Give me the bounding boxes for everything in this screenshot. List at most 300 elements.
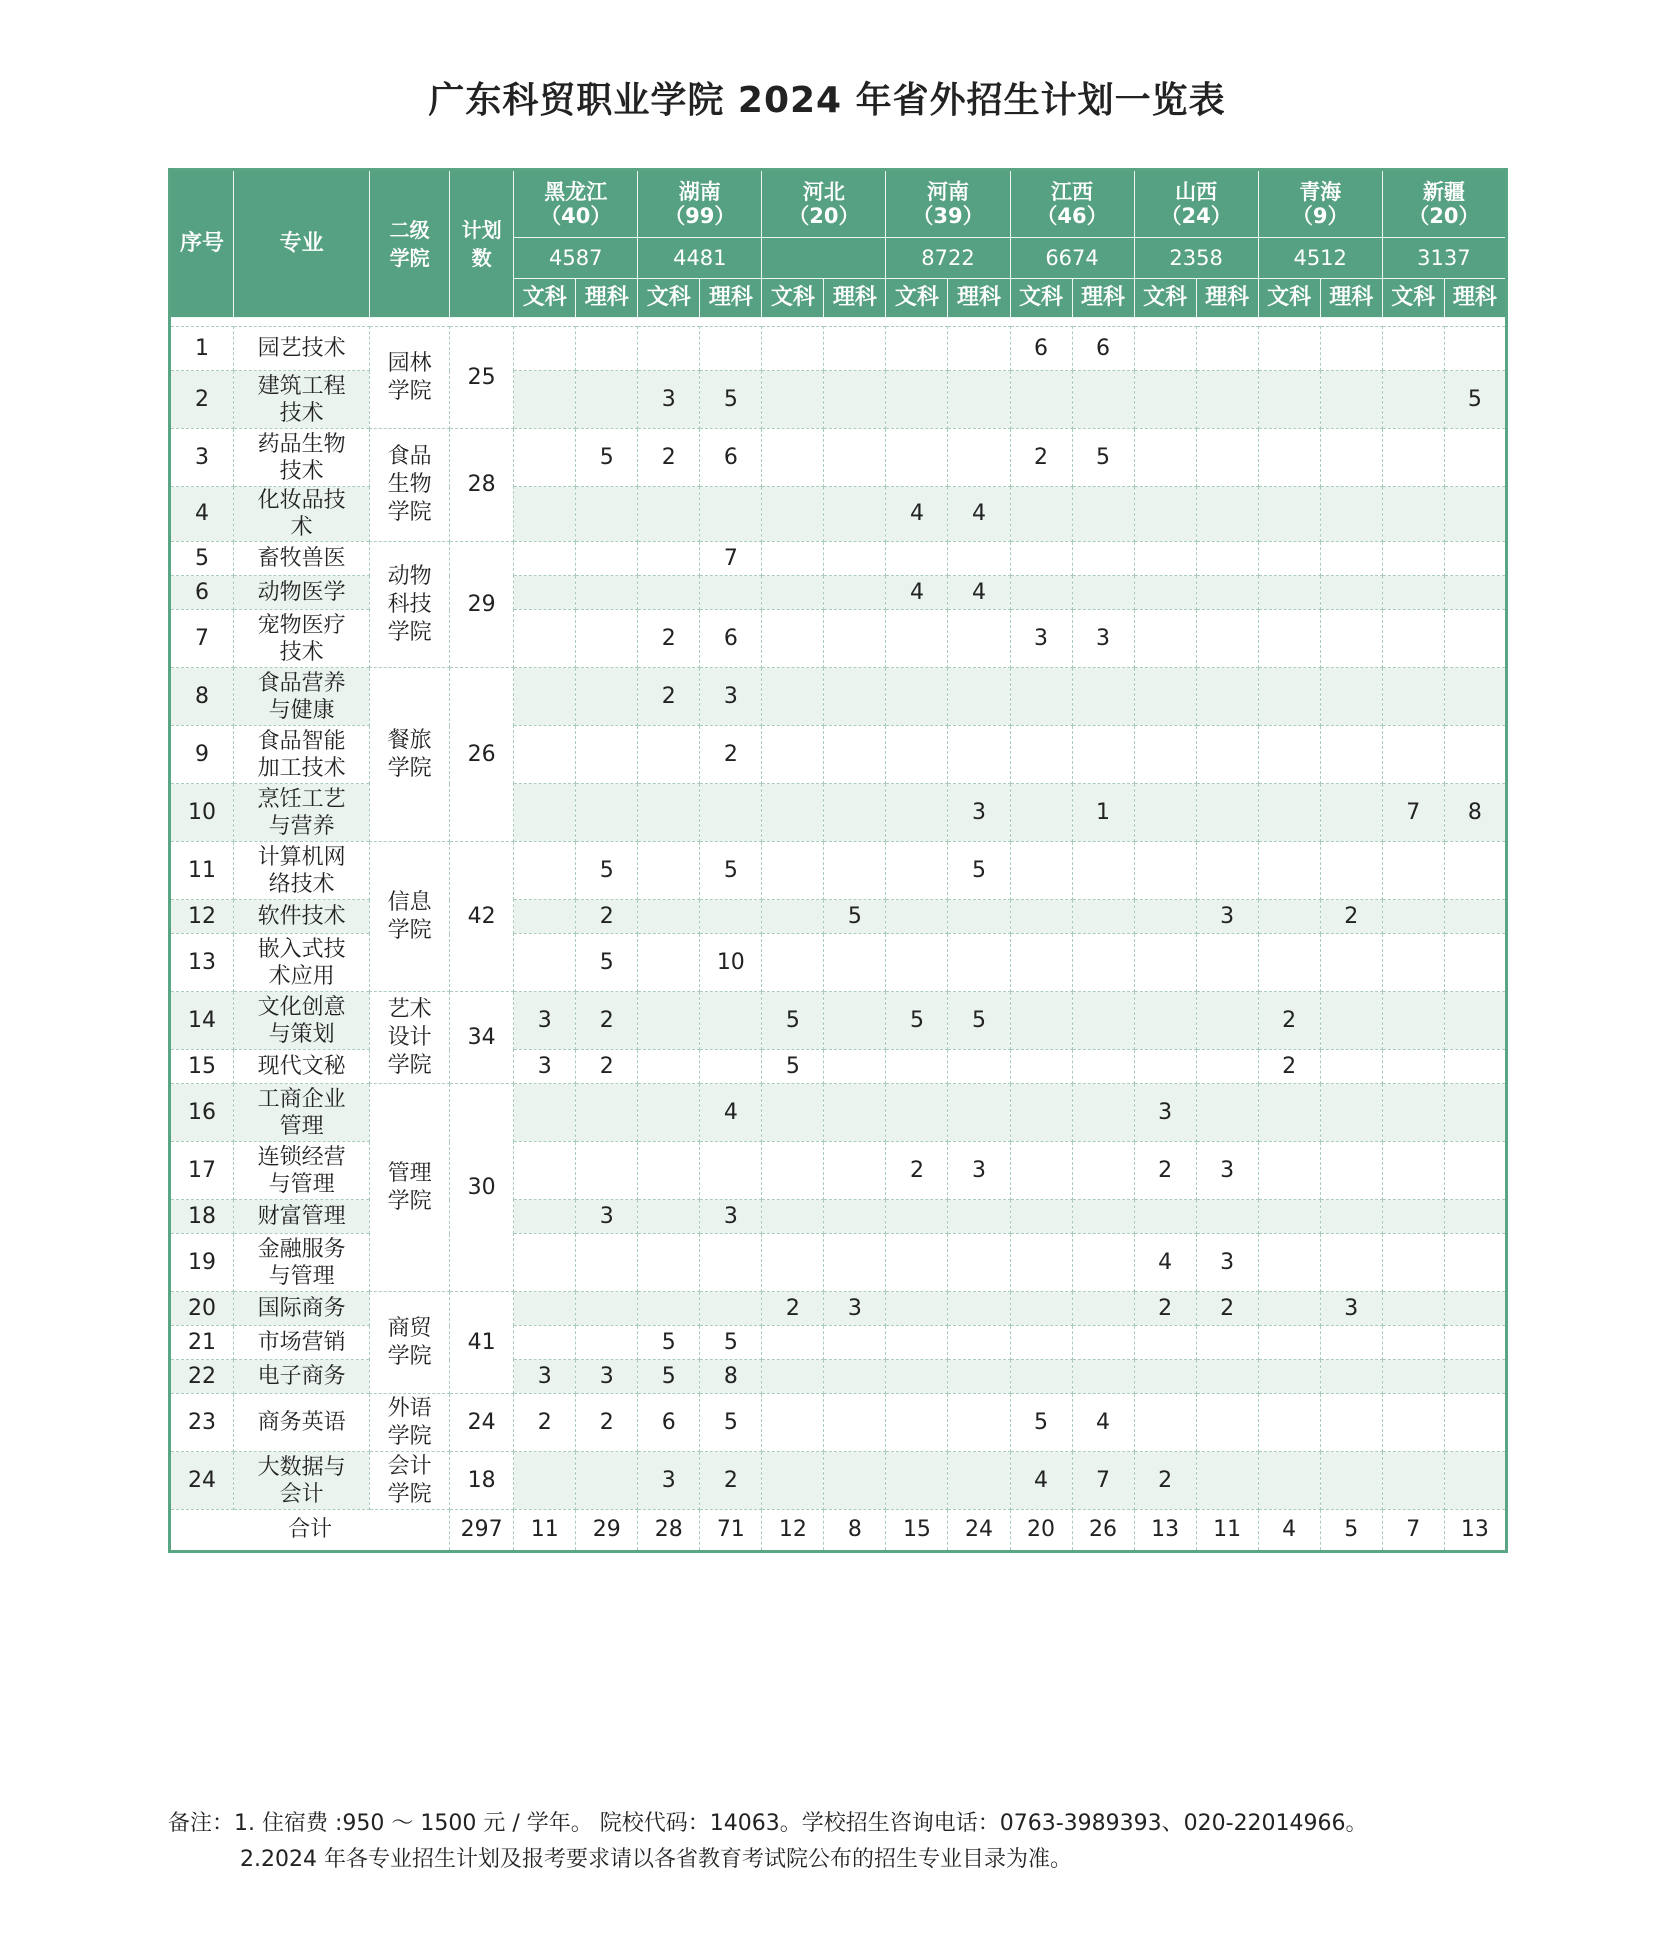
arts-quota: 2 (1134, 1452, 1196, 1510)
arts-quota (762, 610, 824, 668)
science-quota (1072, 576, 1134, 610)
science-quota (1072, 1326, 1134, 1360)
science-quota: 3 (1320, 1292, 1382, 1326)
science-quota (1196, 842, 1258, 900)
arts-quota (886, 934, 948, 992)
science-quota (1320, 542, 1382, 576)
row-index: 5 (170, 542, 234, 576)
science-quota: 2 (1196, 1292, 1258, 1326)
science-quota (1196, 542, 1258, 576)
science-quota (1196, 1360, 1258, 1394)
header-arts: 文科 (886, 279, 948, 318)
header-science: 理科 (700, 279, 762, 318)
science-quota: 3 (948, 784, 1010, 842)
science-quota: 2 (576, 1050, 638, 1084)
arts-quota (1134, 1326, 1196, 1360)
science-quota: 4 (1072, 1394, 1134, 1452)
arts-quota (514, 576, 576, 610)
total-quota: 11 (1196, 1510, 1258, 1552)
header-arts: 文科 (1258, 279, 1320, 318)
arts-quota (762, 784, 824, 842)
arts-quota (1382, 576, 1444, 610)
arts-quota (1134, 842, 1196, 900)
college-name: 食品生物学院 (370, 429, 450, 542)
arts-quota (1010, 726, 1072, 784)
science-quota (1444, 1292, 1506, 1326)
major-name: 连锁经营与管理 (234, 1142, 370, 1200)
arts-quota (1134, 610, 1196, 668)
arts-quota (886, 371, 948, 429)
province-code: 4481 (638, 238, 762, 279)
science-quota (948, 900, 1010, 934)
science-quota (1444, 1360, 1506, 1394)
arts-quota: 2 (638, 610, 700, 668)
arts-quota (1010, 1084, 1072, 1142)
arts-quota (638, 934, 700, 992)
major-name: 财富管理 (234, 1200, 370, 1234)
arts-quota: 3 (514, 992, 576, 1050)
row-index: 23 (170, 1394, 234, 1452)
science-quota (1072, 668, 1134, 726)
college-name: 会计学院 (370, 1452, 450, 1510)
science-quota: 5 (948, 842, 1010, 900)
arts-quota: 5 (762, 992, 824, 1050)
arts-quota (514, 487, 576, 542)
total-quota: 5 (1320, 1510, 1382, 1552)
table-row (170, 842, 1507, 900)
arts-quota: 6 (638, 1394, 700, 1452)
science-quota (824, 1394, 886, 1452)
arts-quota (886, 1360, 948, 1394)
arts-quota: 3 (1134, 1084, 1196, 1142)
row-index: 18 (170, 1200, 234, 1234)
arts-quota (514, 1084, 576, 1142)
science-quota (824, 1200, 886, 1234)
science-quota (1320, 576, 1382, 610)
province-header: 湖南 （99） (638, 170, 762, 238)
science-quota: 6 (700, 429, 762, 487)
science-quota (700, 1234, 762, 1292)
arts-quota (514, 371, 576, 429)
science-quota (824, 1050, 886, 1084)
arts-quota: 2 (1134, 1142, 1196, 1200)
arts-quota (1258, 900, 1320, 934)
arts-quota: 2 (886, 1142, 948, 1200)
arts-quota (1382, 668, 1444, 726)
arts-quota (762, 542, 824, 576)
science-quota (1444, 1142, 1506, 1200)
arts-quota (1258, 668, 1320, 726)
science-quota (1320, 610, 1382, 668)
arts-quota (1382, 992, 1444, 1050)
arts-quota (886, 327, 948, 371)
college-name: 动物科技学院 (370, 542, 450, 668)
row-index: 6 (170, 576, 234, 610)
arts-quota (886, 726, 948, 784)
college-name: 商贸学院 (370, 1292, 450, 1394)
arts-quota (1010, 576, 1072, 610)
science-quota (1320, 1050, 1382, 1084)
science-quota (1444, 842, 1506, 900)
row-index: 12 (170, 900, 234, 934)
science-quota (1444, 576, 1506, 610)
science-quota (1444, 487, 1506, 542)
arts-quota (1258, 1360, 1320, 1394)
arts-quota (1382, 1234, 1444, 1292)
science-quota (948, 668, 1010, 726)
row-index: 16 (170, 1084, 234, 1142)
science-quota (1320, 1142, 1382, 1200)
arts-quota (638, 542, 700, 576)
header-science: 理科 (576, 279, 638, 318)
arts-quota (638, 576, 700, 610)
science-quota (1196, 668, 1258, 726)
arts-quota (638, 1200, 700, 1234)
arts-quota (1382, 726, 1444, 784)
arts-quota: 2 (1258, 992, 1320, 1050)
science-quota (824, 542, 886, 576)
science-quota (948, 610, 1010, 668)
arts-quota (886, 668, 948, 726)
science-quota: 5 (1072, 429, 1134, 487)
science-quota: 2 (700, 1452, 762, 1510)
science-quota (948, 934, 1010, 992)
arts-quota: 4 (1134, 1234, 1196, 1292)
science-quota (824, 992, 886, 1050)
science-quota: 6 (1072, 327, 1134, 371)
science-quota: 4 (700, 1084, 762, 1142)
arts-quota (886, 429, 948, 487)
arts-quota: 5 (762, 1050, 824, 1084)
science-quota (824, 784, 886, 842)
arts-quota (1382, 1142, 1444, 1200)
arts-quota (1134, 487, 1196, 542)
science-quota: 3 (700, 1200, 762, 1234)
arts-quota (514, 842, 576, 900)
spacer (170, 318, 1507, 327)
province-header: 青海 （9） (1258, 170, 1382, 238)
arts-quota (762, 1394, 824, 1452)
science-quota (1444, 1394, 1506, 1452)
table-row (170, 327, 1507, 371)
science-quota (1320, 726, 1382, 784)
arts-quota: 2 (638, 668, 700, 726)
arts-quota: 7 (1382, 784, 1444, 842)
table-row (170, 668, 1507, 726)
major-name: 食品营养与健康 (234, 668, 370, 726)
arts-quota (886, 1234, 948, 1292)
science-quota (948, 1050, 1010, 1084)
college-plan-count: 29 (450, 542, 514, 668)
arts-quota (886, 1452, 948, 1510)
arts-quota: 5 (1010, 1394, 1072, 1452)
science-quota: 3 (948, 1142, 1010, 1200)
college-plan-count: 42 (450, 842, 514, 992)
arts-quota (1258, 429, 1320, 487)
science-quota: 4 (948, 487, 1010, 542)
arts-quota (762, 429, 824, 487)
science-quota: 3 (1196, 900, 1258, 934)
arts-quota (1382, 487, 1444, 542)
arts-quota (514, 1234, 576, 1292)
science-quota (948, 1394, 1010, 1452)
row-index: 11 (170, 842, 234, 900)
header-major: 专业 (234, 170, 370, 318)
science-quota: 5 (700, 371, 762, 429)
arts-quota (514, 610, 576, 668)
science-quota: 3 (1072, 610, 1134, 668)
arts-quota (1258, 610, 1320, 668)
science-quota (824, 1142, 886, 1200)
science-quota (824, 610, 886, 668)
science-quota (700, 487, 762, 542)
science-quota (1444, 1234, 1506, 1292)
college-plan-count: 25 (450, 327, 514, 429)
arts-quota (762, 934, 824, 992)
row-index: 3 (170, 429, 234, 487)
total-quota: 71 (700, 1510, 762, 1552)
major-name: 烹饪工艺与营养 (234, 784, 370, 842)
arts-quota (1010, 487, 1072, 542)
science-quota (1444, 610, 1506, 668)
arts-quota (1382, 1360, 1444, 1394)
arts-quota (514, 429, 576, 487)
science-quota: 5 (576, 934, 638, 992)
table-row (170, 429, 1507, 487)
science-quota (576, 542, 638, 576)
science-quota (576, 327, 638, 371)
arts-quota: 3 (638, 1452, 700, 1510)
major-name: 建筑工程技术 (234, 371, 370, 429)
arts-quota (886, 1292, 948, 1326)
science-quota (824, 1326, 886, 1360)
arts-quota (762, 842, 824, 900)
science-quota (1072, 1292, 1134, 1326)
science-quota (1320, 1200, 1382, 1234)
arts-quota (1010, 900, 1072, 934)
science-quota (1320, 992, 1382, 1050)
science-quota (1320, 1360, 1382, 1394)
arts-quota (886, 1394, 948, 1452)
arts-quota (1134, 726, 1196, 784)
science-quota: 2 (576, 992, 638, 1050)
row-index: 14 (170, 992, 234, 1050)
arts-quota (1134, 1360, 1196, 1394)
row-index: 9 (170, 726, 234, 784)
arts-quota: 2 (1134, 1292, 1196, 1326)
major-name: 文化创意与策划 (234, 992, 370, 1050)
arts-quota (1010, 668, 1072, 726)
science-quota (1072, 1200, 1134, 1234)
science-quota (1320, 487, 1382, 542)
province-code: 8722 (886, 238, 1010, 279)
science-quota (576, 668, 638, 726)
arts-quota (1010, 1360, 1072, 1394)
science-quota (576, 1142, 638, 1200)
science-quota: 5 (700, 842, 762, 900)
science-quota: 6 (700, 610, 762, 668)
science-quota (1072, 842, 1134, 900)
major-name: 宠物医疗技术 (234, 610, 370, 668)
arts-quota (762, 371, 824, 429)
science-quota (700, 327, 762, 371)
province-code: 4512 (1258, 238, 1382, 279)
arts-quota (1258, 726, 1320, 784)
table-row (170, 1452, 1507, 1510)
major-name: 食品智能加工技术 (234, 726, 370, 784)
science-quota (576, 1234, 638, 1292)
page-title: 广东科贸职业学院 2024 年省外招生计划一览表 (428, 80, 1226, 121)
science-quota (576, 371, 638, 429)
science-quota (948, 1200, 1010, 1234)
header-science: 理科 (824, 279, 886, 318)
science-quota: 3 (1196, 1142, 1258, 1200)
science-quota (1072, 1360, 1134, 1394)
arts-quota (1010, 1234, 1072, 1292)
science-quota: 4 (948, 576, 1010, 610)
arts-quota (514, 1142, 576, 1200)
province-header: 山西 （24） (1134, 170, 1258, 238)
science-quota (1444, 726, 1506, 784)
college-plan-count: 41 (450, 1292, 514, 1394)
science-quota: 7 (1072, 1452, 1134, 1510)
science-quota (1444, 542, 1506, 576)
arts-quota: 2 (1010, 429, 1072, 487)
arts-quota (1134, 371, 1196, 429)
arts-quota (1258, 576, 1320, 610)
arts-quota: 6 (1010, 327, 1072, 371)
college-name: 园林学院 (370, 327, 450, 429)
science-quota (824, 668, 886, 726)
science-quota (700, 576, 762, 610)
science-quota (1444, 327, 1506, 371)
total-quota: 7 (1382, 1510, 1444, 1552)
header-arts: 文科 (1382, 279, 1444, 318)
arts-quota (1382, 1452, 1444, 1510)
arts-quota (1134, 934, 1196, 992)
arts-quota: 2 (1258, 1050, 1320, 1084)
science-quota (576, 610, 638, 668)
science-quota (824, 487, 886, 542)
science-quota (1444, 668, 1506, 726)
science-quota: 2 (576, 900, 638, 934)
table-row (170, 992, 1507, 1050)
arts-quota (1134, 429, 1196, 487)
science-quota (700, 1142, 762, 1200)
science-quota: 2 (700, 726, 762, 784)
total-quota: 26 (1072, 1510, 1134, 1552)
arts-quota (762, 726, 824, 784)
header-science: 理科 (1072, 279, 1134, 318)
row-index: 19 (170, 1234, 234, 1292)
science-quota (1444, 900, 1506, 934)
arts-quota: 5 (638, 1326, 700, 1360)
row-index: 15 (170, 1050, 234, 1084)
science-quota (700, 784, 762, 842)
science-quota (824, 1452, 886, 1510)
science-quota (576, 1084, 638, 1142)
row-index: 17 (170, 1142, 234, 1200)
science-quota: 5 (700, 1394, 762, 1452)
science-quota (576, 1292, 638, 1326)
science-quota (1320, 371, 1382, 429)
science-quota (1072, 487, 1134, 542)
science-quota (948, 1326, 1010, 1360)
science-quota (700, 1050, 762, 1084)
major-name: 药品生物技术 (234, 429, 370, 487)
arts-quota (762, 1452, 824, 1510)
science-quota (948, 327, 1010, 371)
arts-quota (1134, 784, 1196, 842)
science-quota (948, 371, 1010, 429)
arts-quota (1382, 327, 1444, 371)
major-name: 动物医学 (234, 576, 370, 610)
science-quota: 5 (700, 1326, 762, 1360)
arts-quota (1258, 1084, 1320, 1142)
arts-quota (1010, 842, 1072, 900)
science-quota: 3 (1196, 1234, 1258, 1292)
science-quota: 8 (700, 1360, 762, 1394)
arts-quota (762, 487, 824, 542)
arts-quota (1258, 371, 1320, 429)
arts-quota (1258, 1394, 1320, 1452)
total-quota: 4 (1258, 1510, 1320, 1552)
major-name: 市场营销 (234, 1326, 370, 1360)
arts-quota (762, 327, 824, 371)
major-name: 计算机网络技术 (234, 842, 370, 900)
science-quota (948, 542, 1010, 576)
science-quota (1196, 327, 1258, 371)
science-quota (948, 1234, 1010, 1292)
total-row (170, 1510, 1507, 1552)
science-quota: 3 (824, 1292, 886, 1326)
arts-quota (1258, 1142, 1320, 1200)
science-quota: 3 (700, 668, 762, 726)
arts-quota (1010, 784, 1072, 842)
science-quota (1072, 1234, 1134, 1292)
science-quota (1320, 784, 1382, 842)
total-quota: 29 (576, 1510, 638, 1552)
college-name: 管理学院 (370, 1084, 450, 1292)
science-quota (576, 576, 638, 610)
science-quota: 2 (1320, 900, 1382, 934)
arts-quota (1010, 1292, 1072, 1326)
row-index: 7 (170, 610, 234, 668)
arts-quota (1010, 1142, 1072, 1200)
major-name: 电子商务 (234, 1360, 370, 1394)
arts-quota (1382, 1084, 1444, 1142)
science-quota (1444, 992, 1506, 1050)
arts-quota (1382, 429, 1444, 487)
science-quota (576, 784, 638, 842)
table-row (170, 1394, 1507, 1452)
arts-quota: 5 (638, 1360, 700, 1394)
science-quota: 5 (576, 842, 638, 900)
arts-quota (886, 1200, 948, 1234)
arts-quota (1258, 487, 1320, 542)
province-code: 6674 (1010, 238, 1134, 279)
header-science: 理科 (1320, 279, 1382, 318)
arts-quota (638, 1084, 700, 1142)
arts-quota (1382, 1326, 1444, 1360)
table-row (170, 1292, 1507, 1326)
major-name: 商务英语 (234, 1394, 370, 1452)
arts-quota (514, 1326, 576, 1360)
college-name: 艺术设计学院 (370, 992, 450, 1084)
major-name: 金融服务与管理 (234, 1234, 370, 1292)
arts-quota: 3 (1010, 610, 1072, 668)
arts-quota (1258, 934, 1320, 992)
